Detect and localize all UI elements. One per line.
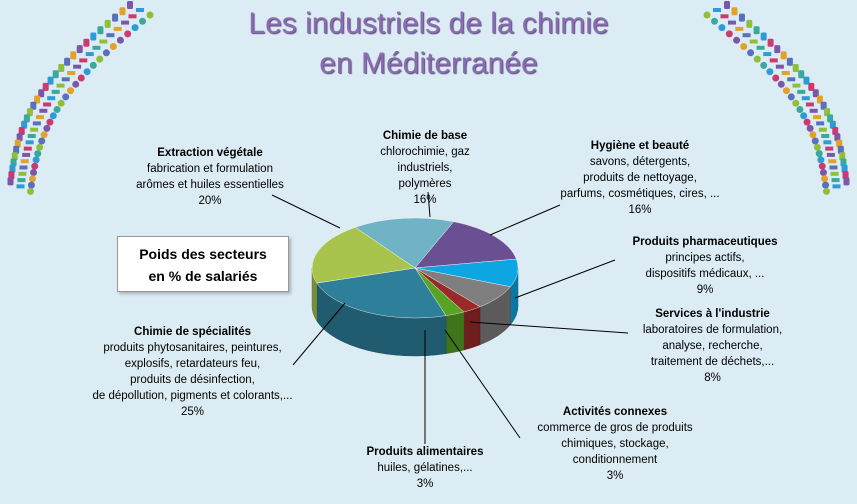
slice-label-detail: de dépollution, pigments et colorants,... <box>92 390 293 402</box>
slice-label-detail: industriels, polymères <box>397 162 453 190</box>
slice-label-detail: arômes et huiles essentielles <box>136 179 284 191</box>
slice-label-detail: savons, détergents, <box>589 156 691 168</box>
slice-label-detail: produits phytosanitaires, peintures, <box>103 342 282 354</box>
slice-label-detail: analyse, recherche, <box>662 340 763 352</box>
slice-label-detail: chlorochimie, gaz <box>380 146 470 158</box>
pie-side-5 <box>446 312 464 354</box>
slice-label-detail: huiles, gélatines,... <box>377 462 473 474</box>
slice-label-2 <box>610 234 800 298</box>
title-line-1: Les industriels de la chimie <box>248 7 609 40</box>
legend-box-line-2: en % de salariés <box>148 268 258 284</box>
slice-label-title: Services à l'industrie <box>655 308 770 320</box>
slice-label-7 <box>120 145 300 209</box>
slice-label-5 <box>355 444 495 492</box>
slice-label-title: Chimie de base <box>382 130 468 142</box>
slice-label-detail: fabrication et formulation <box>147 163 273 175</box>
slice-label-detail: laboratoires de formulation, <box>642 324 783 336</box>
slice-label-detail: commerce de gros de produits <box>537 422 693 434</box>
leader-line-2 <box>515 260 615 298</box>
slice-label-percent: 20% <box>198 195 222 207</box>
slice-label-3 <box>620 306 805 386</box>
pie-top <box>312 218 518 318</box>
slice-label-percent: 3% <box>606 470 624 482</box>
slice-label-detail: produits de nettoyage, <box>583 172 697 184</box>
slice-label-detail: parfums, cosmétiques, cires, ... <box>560 188 720 200</box>
slice-label-1 <box>545 138 735 218</box>
slice-label-title: Hygiène et beauté <box>590 140 690 152</box>
leader-line-4 <box>445 330 520 438</box>
slice-label-percent: 8% <box>704 372 721 384</box>
slice-label-detail: principes actifs, <box>665 252 745 264</box>
slice-label-detail: dispositifs médicaux, ... <box>645 268 765 280</box>
slice-label-0 <box>370 128 480 208</box>
slice-label-percent: 16% <box>413 194 437 206</box>
slice-label-detail: explosifs, retardateurs feu, <box>124 358 261 370</box>
slice-label-detail: conditionnement <box>572 454 658 466</box>
legend-box-line-1: Poids des secteurs <box>139 246 267 262</box>
slice-label-percent: 16% <box>628 204 652 216</box>
slice-label-percent: 9% <box>696 284 714 296</box>
slice-label-title: Produits pharmaceutiques <box>632 236 778 248</box>
legend-box <box>117 236 289 292</box>
slice-label-detail: chimiques, stockage, <box>561 438 669 450</box>
slice-label-title: Chimie de spécialités <box>134 326 251 338</box>
slice-label-6 <box>60 324 325 420</box>
slice-label-percent: 25% <box>180 406 205 418</box>
slice-label-4 <box>520 404 710 484</box>
pie-side-4 <box>464 307 480 350</box>
slice-label-percent: 3% <box>416 478 434 490</box>
title-line-2: en Méditerranée <box>319 47 538 80</box>
slice-label-detail: produits de désinfection, <box>130 374 255 386</box>
slice-label-title: Extraction végétale <box>157 147 263 159</box>
slice-label-title: Produits alimentaires <box>366 446 484 458</box>
slice-label-detail: traitement de déchets,... <box>650 356 775 368</box>
slice-label-title: Activités connexes <box>562 406 668 418</box>
